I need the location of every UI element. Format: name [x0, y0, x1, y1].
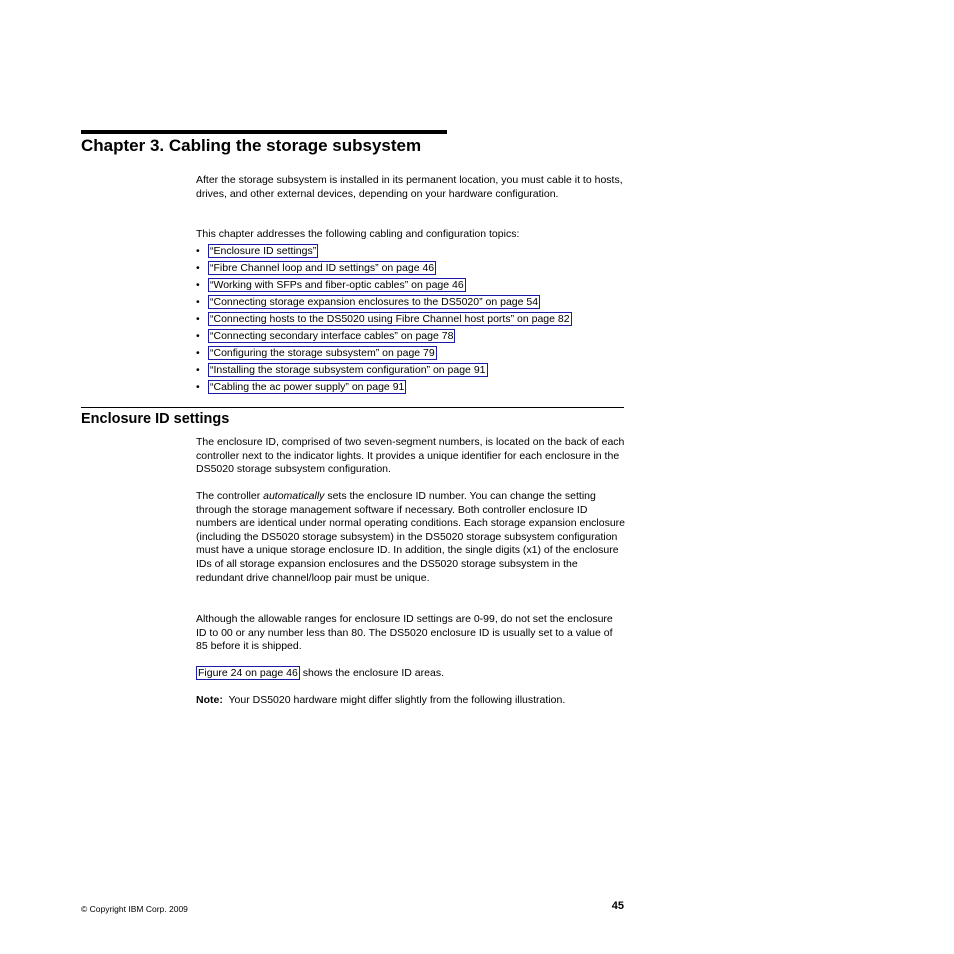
topic-link-expansion-enclosures[interactable]: “Connecting storage expansion enclosures to the DS5020” on page 54	[210, 296, 539, 308]
p2-text-after: sets the enclosure ID number. You can change the setting through the storage management software if necessary. Both controller enclosure ID numbers are identical under normal operating conditions. Each storage expansion enclosure (including the DS5020 storage subsystem) in the DS5020 storage subsystem configuration must have a unique storage enclosure ID. In addition, the single digits (x1) of the enclosure IDs of all storage expansion enclosures and the DS5020 storage subsystem in the redundant drive channel/loop pair must be unique.	[196, 490, 626, 584]
chapter-title-rule	[81, 130, 447, 134]
p4-text-after: shows the enclosure ID areas.	[299, 667, 444, 679]
chapter-title: Chapter 3. Cabling the storage subsystem	[81, 136, 422, 155]
section-rule	[81, 407, 624, 408]
p2-emphasis: automatically	[263, 490, 325, 502]
topic-link-installing-config[interactable]: “Installing the storage subsystem configuration” on page 91	[210, 364, 486, 376]
topic-link-secondary-cables[interactable]: “Connecting secondary interface cables” on page 78	[210, 330, 454, 342]
topic-list-item	[196, 243, 572, 260]
topic-list-item	[196, 294, 572, 311]
topic-list	[196, 243, 572, 396]
bullet-icon: •	[196, 262, 200, 274]
topic-link-ac-power[interactable]: “Cabling the ac power supply” on page 91	[210, 381, 405, 393]
bullet-icon: •	[196, 381, 200, 393]
bullet-icon: •	[196, 296, 200, 308]
topic-list-item	[196, 328, 572, 345]
bullet-icon: •	[196, 330, 200, 342]
topic-list-item	[196, 362, 572, 379]
intro-paragraph: After the storage subsystem is installed in its permanent location, you must cable it to hosts, drives, and other external devices, depending on your hardware configuration.	[196, 174, 623, 200]
page-number: 45	[611, 900, 624, 912]
topic-list-item	[196, 345, 572, 362]
section-paragraph-1: The enclosure ID, comprised of two seven-segment numbers, is located on the back of each controller next to the indicator lights. It provides a unique identifier for each enclosure in the DS5020 storage subsystem configuration.	[196, 436, 625, 476]
topic-link-configuring[interactable]: “Configuring the storage subsystem” on page 79	[210, 347, 435, 359]
section-paragraph-2	[196, 490, 626, 585]
section-title: Enclosure ID settings	[81, 411, 230, 427]
bullet-icon: •	[196, 364, 200, 376]
section-paragraph-4	[196, 667, 626, 681]
topic-link-sfps-cables[interactable]: “Working with SFPs and fiber-optic cables” on page 46	[210, 279, 464, 291]
footer-copyright: © Copyright IBM Corp. 2009	[81, 904, 188, 914]
note-text: Your DS5020 hardware might differ slightly from the following illustration.	[222, 694, 566, 706]
bullet-icon: •	[196, 313, 200, 325]
note-paragraph	[196, 694, 626, 708]
topic-link-connecting-hosts[interactable]: “Connecting hosts to the DS5020 using Fibre Channel host ports” on page 82	[210, 313, 570, 325]
topic-list-item	[196, 379, 572, 396]
bullet-icon: •	[196, 279, 200, 291]
section-paragraph-3: Although the allowable ranges for enclosure ID settings are 0-99, do not set the enclosure ID to 00 or any number less than 80. The DS5020 enclosure ID is usually set to a value of 85 before it is shipped.	[196, 613, 613, 653]
bullet-icon: •	[196, 245, 200, 257]
note-label: Note:	[196, 694, 223, 706]
p2-text-before: The controller	[196, 490, 264, 502]
topic-list-item	[196, 277, 572, 294]
bullet-icon: •	[196, 347, 200, 359]
topic-list-item	[196, 311, 572, 328]
figure-link[interactable]: Figure 24 on page 46	[198, 667, 298, 679]
topic-link-fibre-channel-loop[interactable]: “Fibre Channel loop and ID settings” on page 46	[210, 262, 435, 274]
topic-link-enclosure-id[interactable]: “Enclosure ID settings”	[210, 245, 317, 257]
topic-list-item	[196, 260, 572, 277]
topics-intro: This chapter addresses the following cabling and configuration topics:	[196, 228, 520, 240]
